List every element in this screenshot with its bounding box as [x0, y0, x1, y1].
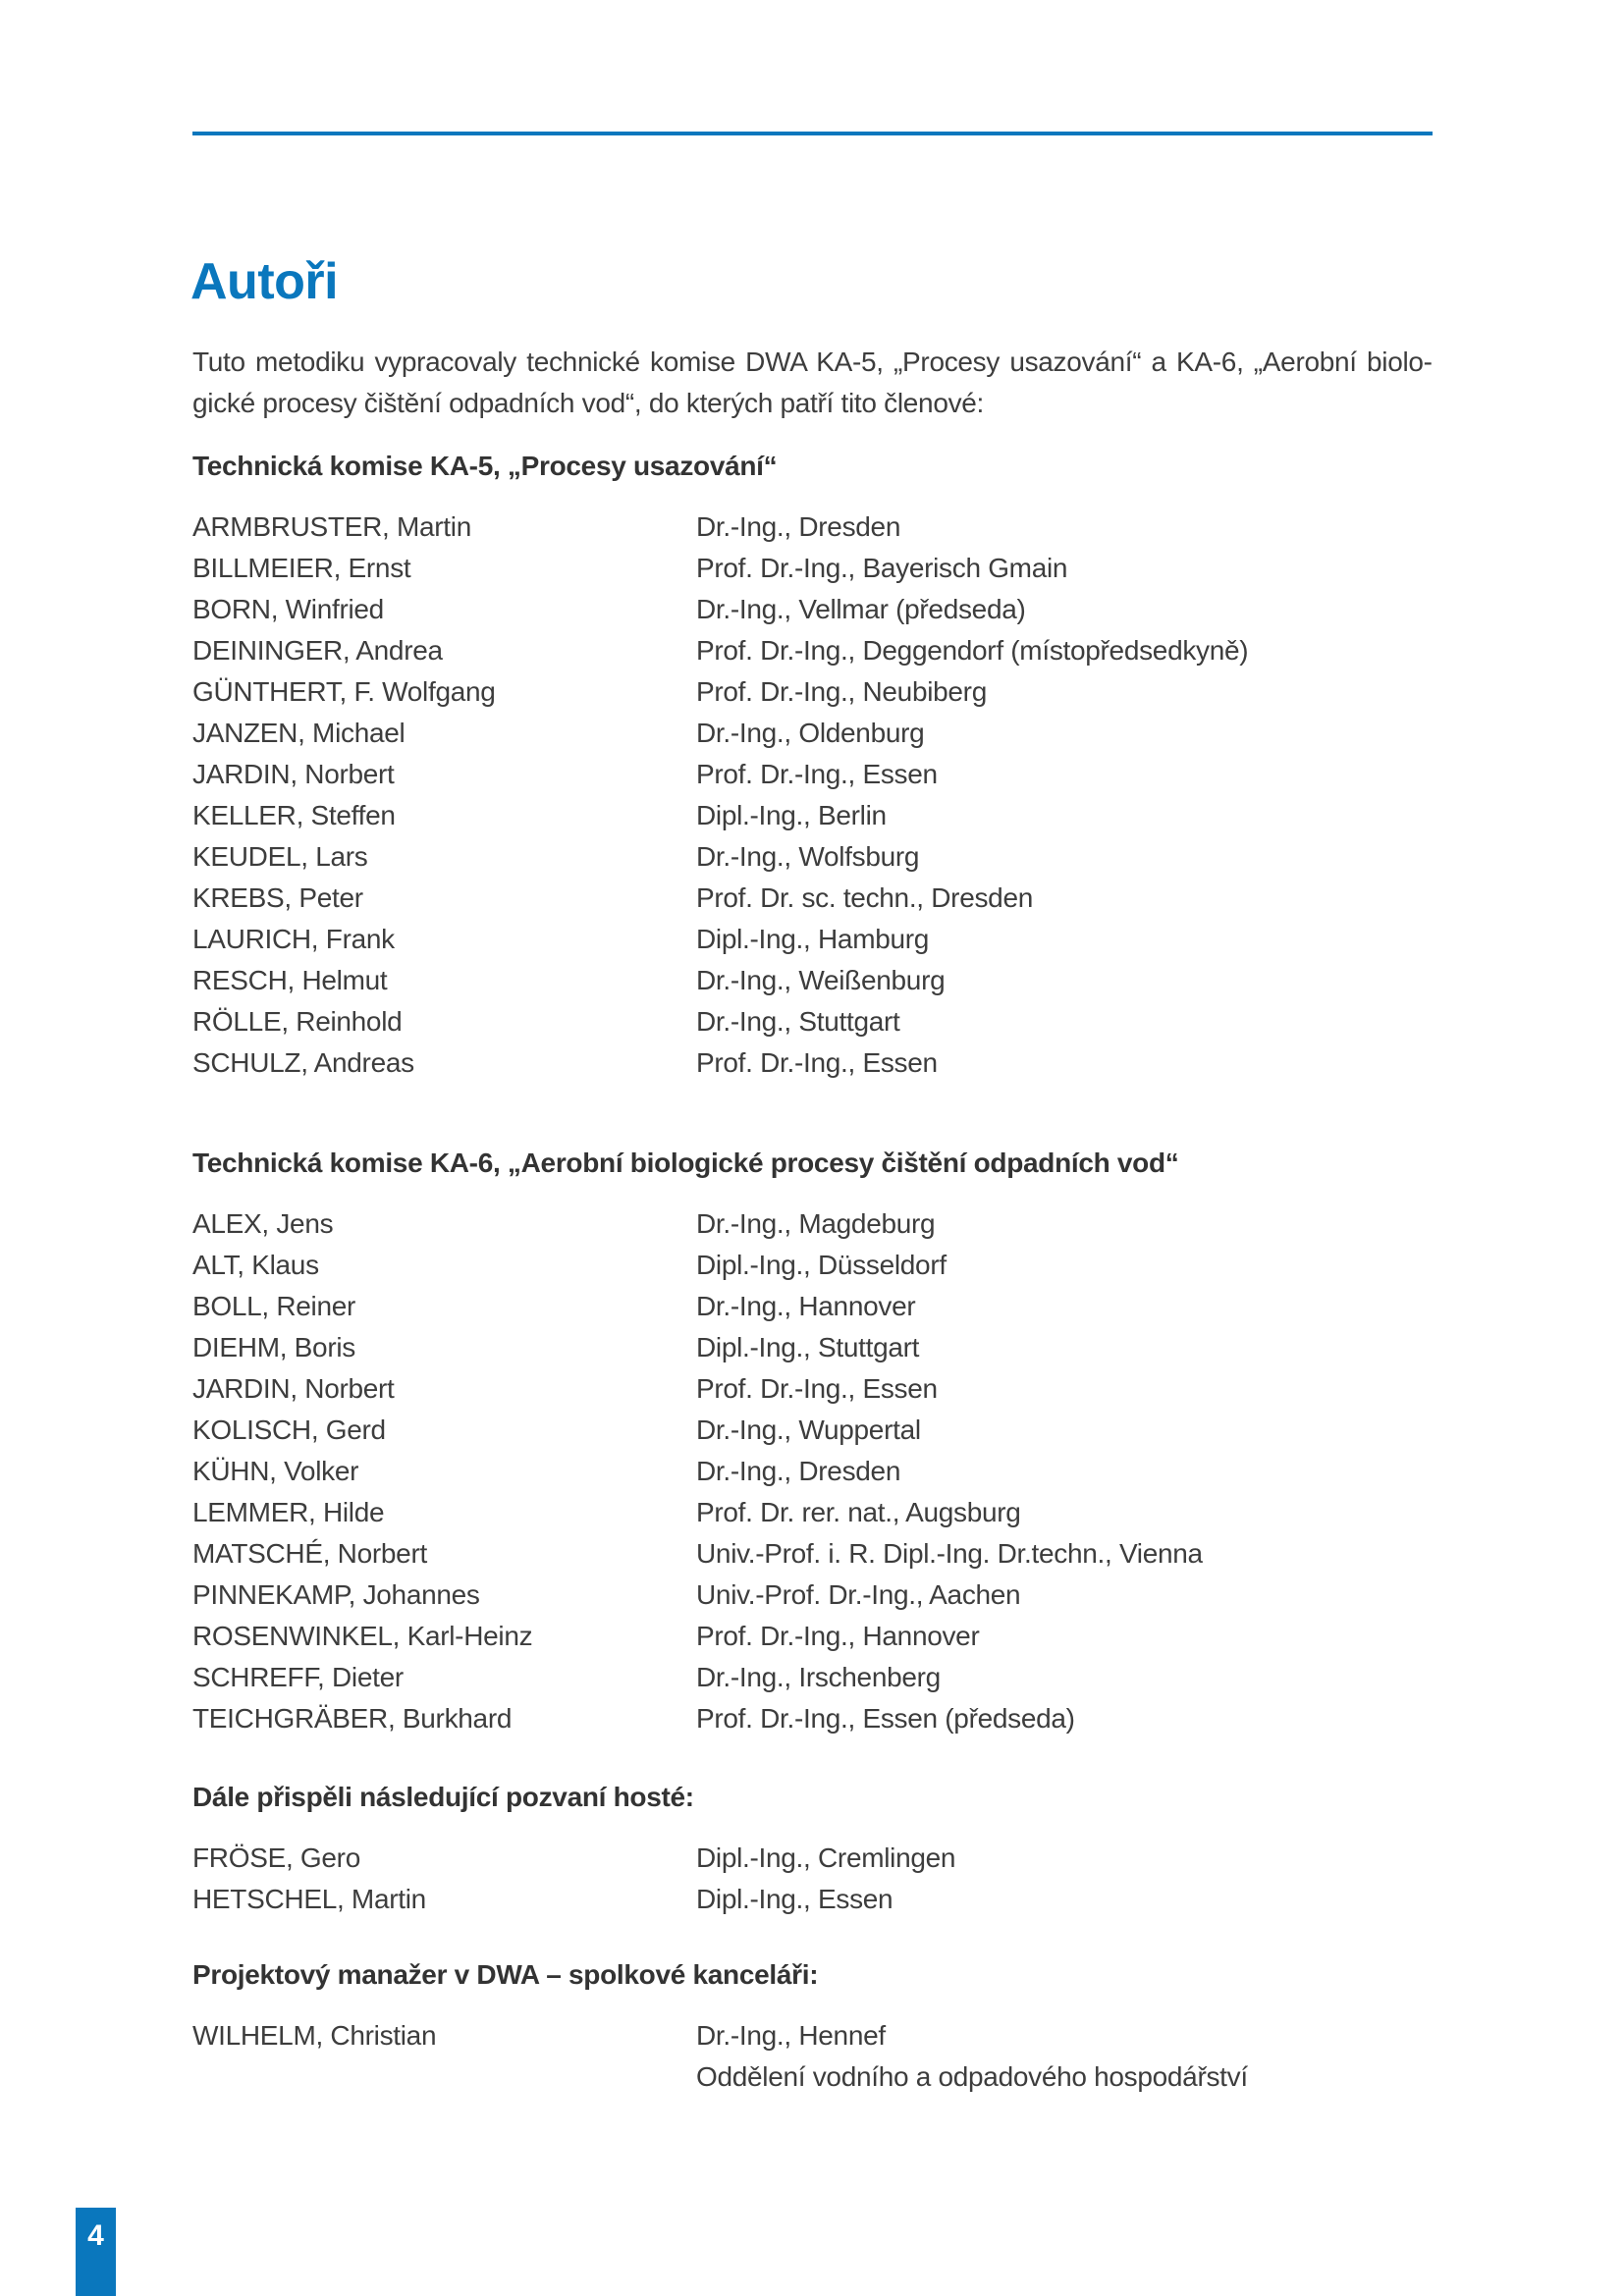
- section-invited-guests: [192, 1781, 1433, 1920]
- member-desc: Dr.-Ing., Magdeburg: [696, 1208, 936, 1239]
- member-row: [192, 960, 1433, 1001]
- member-list: [192, 1203, 1433, 1739]
- member-desc: Dr.-Ing., Wolfsburg: [696, 841, 920, 872]
- member-desc: Prof. Dr. rer. nat., Augsburg: [696, 1497, 1021, 1527]
- member-list: [192, 1838, 1433, 1920]
- member-desc: Prof. Dr.-Ing., Essen: [696, 1047, 938, 1078]
- member-row: [192, 548, 1433, 589]
- member-row: [192, 1368, 1433, 1410]
- member-name: LEMMER, Hilde: [192, 1497, 385, 1527]
- member-row: [192, 630, 1433, 671]
- member-row: [192, 1575, 1433, 1616]
- member-desc: Univ.-Prof. Dr.-Ing., Aachen: [696, 1579, 1021, 1610]
- member-desc: Dipl.-Ing., Hamburg: [696, 924, 930, 954]
- member-name: ALEX, Jens: [192, 1208, 334, 1239]
- member-name: BILLMEIER, Ernst: [192, 553, 411, 583]
- member-name: BORN, Winfried: [192, 594, 384, 624]
- page-title: Autoři: [190, 252, 339, 310]
- member-row: [192, 1001, 1433, 1042]
- member-name: TEICHGRÄBER, Burkhard: [192, 1703, 513, 1734]
- member-desc: Dr.-Ing., Hennef Oddělení vodního a odpadového hospodářství: [696, 2020, 1248, 2092]
- member-desc: Dr.-Ing., Vellmar (předseda): [696, 594, 1026, 624]
- member-name: BOLL, Reiner: [192, 1291, 356, 1321]
- member-name: KÜHN, Volker: [192, 1456, 359, 1486]
- member-desc: Dipl.-Ing., Berlin: [696, 800, 887, 830]
- member-name: DEININGER, Andrea: [192, 635, 443, 666]
- section-heading: Projektový manažer v DWA – spolkové kanceláři:: [192, 1959, 819, 1990]
- member-desc: Dr.-Ing., Oldenburg: [696, 718, 925, 748]
- member-row: [192, 836, 1433, 878]
- member-row: [192, 1492, 1433, 1533]
- section-heading: Dále přispěli následující pozvaní hosté:: [192, 1782, 694, 1812]
- section-project-manager: [192, 1958, 1433, 2098]
- member-row: [192, 589, 1433, 630]
- member-row: [192, 1533, 1433, 1575]
- member-desc: Prof. Dr.-Ing., Deggendorf (místopředsedkyně): [696, 635, 1249, 666]
- member-row: [192, 1657, 1433, 1698]
- member-desc: Prof. Dr.-Ing., Hannover: [696, 1621, 980, 1651]
- member-row: [192, 1286, 1433, 1327]
- member-row: [192, 671, 1433, 713]
- intro-paragraph: Tuto metodiku vypracovaly technické komise DWA KA-5, „Procesy usazování“ a KA-6, „Aerobní biologické procesy čištění odpadních vod“, do kterých patří tito členové:: [192, 347, 1433, 418]
- member-row: [192, 713, 1433, 754]
- member-desc: Prof. Dr.-Ing., Essen: [696, 759, 938, 789]
- member-name: KREBS, Peter: [192, 882, 363, 913]
- member-name: ROSENWINKEL, Karl-Heinz: [192, 1621, 533, 1651]
- member-row: [192, 1245, 1433, 1286]
- member-name: LAURICH, Frank: [192, 924, 395, 954]
- member-row: [192, 754, 1433, 795]
- member-row: [192, 919, 1433, 960]
- member-name: JARDIN, Norbert: [192, 1373, 395, 1404]
- member-row: [192, 1451, 1433, 1492]
- member-row: [192, 1203, 1433, 1245]
- member-name: HETSCHEL, Martin: [192, 1884, 426, 1914]
- member-name: KOLISCH, Gerd: [192, 1415, 386, 1445]
- section-committee-ka6: [192, 1147, 1433, 1739]
- member-row: [192, 1410, 1433, 1451]
- member-name: JARDIN, Norbert: [192, 759, 395, 789]
- member-row: [192, 1042, 1433, 1084]
- member-desc: Dipl.-Ing., Cremlingen: [696, 1842, 956, 1873]
- member-desc: Dr.-Ing., Stuttgart: [696, 1006, 900, 1037]
- member-row: [192, 1879, 1433, 1920]
- member-desc: Dipl.-Ing., Stuttgart: [696, 1332, 920, 1362]
- member-name: DIEHM, Boris: [192, 1332, 355, 1362]
- member-name: PINNEKAMP, Johannes: [192, 1579, 480, 1610]
- member-name: ALT, Klaus: [192, 1250, 319, 1280]
- member-name: KEUDEL, Lars: [192, 841, 368, 872]
- section-heading: Technická komise KA-5, „Procesy usazování“: [192, 451, 778, 481]
- section-heading: Technická komise KA-6, „Aerobní biologické procesy čištění odpadních vod“: [192, 1148, 1179, 1178]
- member-name: ARMBRUSTER, Martin: [192, 511, 471, 542]
- member-row: [192, 795, 1433, 836]
- member-desc: Prof. Dr.-Ing., Essen: [696, 1373, 938, 1404]
- section-committee-ka5: [192, 450, 1433, 1084]
- member-name: SCHULZ, Andreas: [192, 1047, 414, 1078]
- member-desc: Prof. Dr. sc. techn., Dresden: [696, 882, 1033, 913]
- member-name: SCHREFF, Dieter: [192, 1662, 404, 1692]
- member-row: [192, 1838, 1433, 1879]
- member-desc: Dipl.-Ing., Düsseldorf: [696, 1250, 947, 1280]
- member-name: JANZEN, Michael: [192, 718, 406, 748]
- member-row: [192, 507, 1433, 548]
- member-name: KELLER, Steffen: [192, 800, 396, 830]
- member-name: RÖLLE, Reinhold: [192, 1006, 403, 1037]
- page-number: 4: [87, 2219, 104, 2252]
- page-number-box: [76, 2208, 116, 2296]
- member-name: WILHELM, Christian: [192, 2020, 437, 2051]
- member-desc: Dr.-Ing., Wuppertal: [696, 1415, 921, 1445]
- member-desc: Dr.-Ing., Dresden: [696, 1456, 901, 1486]
- member-list: [192, 2015, 1433, 2098]
- member-desc: Prof. Dr.-Ing., Bayerisch Gmain: [696, 553, 1068, 583]
- member-name: MATSCHÉ, Norbert: [192, 1538, 427, 1569]
- member-row: [192, 2015, 1433, 2098]
- member-desc: Prof. Dr.-Ing., Neubiberg: [696, 676, 987, 707]
- member-name: FRÖSE, Gero: [192, 1842, 360, 1873]
- member-desc: Dipl.-Ing., Essen: [696, 1884, 893, 1914]
- member-row: [192, 1698, 1433, 1739]
- top-rule: [192, 132, 1433, 135]
- member-desc: Univ.-Prof. i. R. Dipl.-Ing. Dr.techn., Vienna: [696, 1538, 1203, 1569]
- member-desc: Dr.-Ing., Irschenberg: [696, 1662, 941, 1692]
- member-desc: Prof. Dr.-Ing., Essen (předseda): [696, 1703, 1075, 1734]
- member-desc: Dr.-Ing., Dresden: [696, 511, 901, 542]
- member-desc: Dr.-Ing., Hannover: [696, 1291, 916, 1321]
- member-desc: Dr.-Ing., Weißenburg: [696, 965, 946, 995]
- member-name: RESCH, Helmut: [192, 965, 388, 995]
- member-row: [192, 1327, 1433, 1368]
- member-list: [192, 507, 1433, 1084]
- member-row: [192, 878, 1433, 919]
- member-row: [192, 1616, 1433, 1657]
- member-name: GÜNTHERT, F. Wolfgang: [192, 676, 496, 707]
